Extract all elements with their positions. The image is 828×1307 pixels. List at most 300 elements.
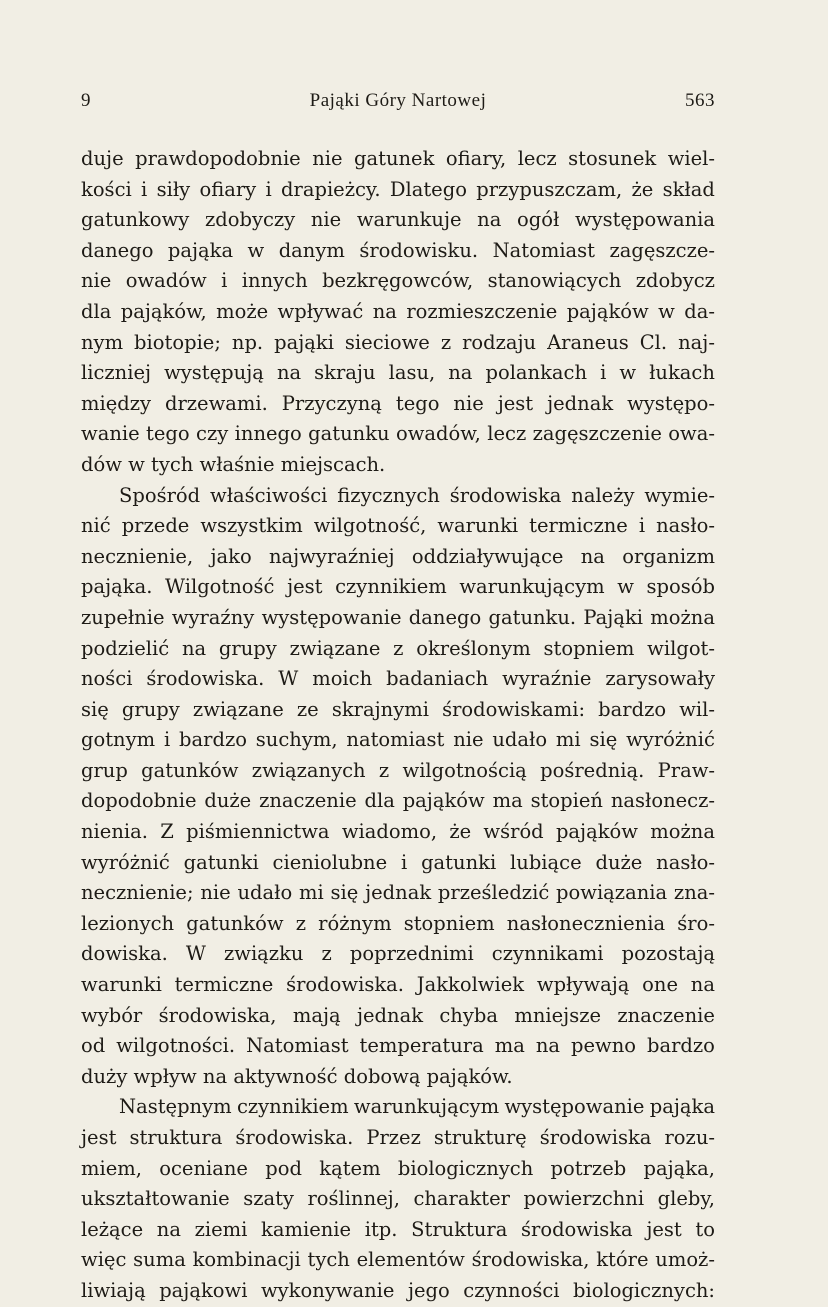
word: środowisku. — [359, 238, 479, 262]
word: duże — [595, 850, 643, 874]
word: mi — [555, 728, 581, 752]
word: gatunków — [186, 911, 284, 935]
word: środowiska — [521, 1217, 633, 1241]
word: ma — [494, 1034, 525, 1058]
word: występowanie — [261, 605, 402, 629]
word: stopniem — [403, 911, 495, 935]
word: od — [81, 1034, 106, 1058]
running-header — [81, 90, 715, 118]
word: struktura — [129, 1126, 223, 1149]
word: nasło- — [656, 514, 715, 538]
word: pozostają — [621, 942, 715, 966]
word: jednak — [356, 1003, 424, 1027]
word: wyróżnić — [81, 850, 170, 874]
word: oceniane — [159, 1156, 248, 1180]
text-line — [81, 1184, 715, 1215]
running-title: Pająki Góry Nartowej — [309, 90, 487, 111]
word: owadów, — [396, 422, 481, 446]
word: badaniach — [386, 667, 489, 691]
word: biologicznych — [397, 1156, 534, 1180]
word: mi — [298, 881, 324, 905]
word: lezionych — [81, 911, 175, 935]
word: chyba — [439, 1003, 498, 1027]
word: gotnym — [81, 728, 156, 752]
text-line — [81, 144, 715, 175]
word: organizm — [622, 544, 715, 568]
word: między — [81, 391, 152, 415]
text-line — [81, 1245, 715, 1276]
word: Natomiast — [492, 238, 596, 262]
word: rozu- — [664, 1126, 715, 1149]
word: ze — [296, 697, 319, 721]
word: danego — [81, 238, 154, 262]
word: jego — [407, 1278, 450, 1302]
word: Następnym — [119, 1095, 232, 1119]
word: grup — [81, 758, 128, 782]
word: stanowiących — [487, 269, 622, 293]
word: poprzednimi — [349, 942, 474, 966]
word: termiczne — [174, 973, 274, 997]
word: na — [156, 1217, 181, 1241]
word: duże — [204, 789, 252, 813]
word: pająków — [566, 299, 649, 323]
word: skraju — [314, 361, 376, 385]
section-number: 9 — [81, 90, 91, 111]
word: dla — [81, 299, 112, 323]
word: znaczenie — [617, 1003, 715, 1027]
word: i — [401, 850, 408, 874]
text-line — [81, 389, 715, 420]
word: czynności — [463, 1278, 560, 1302]
word: z — [440, 330, 452, 354]
text-line — [81, 664, 715, 695]
word: miem, — [81, 1156, 142, 1180]
word: ofiary — [199, 177, 257, 201]
word: na — [477, 208, 502, 232]
word: powiązania — [556, 881, 668, 905]
word: dla — [364, 789, 395, 813]
word: gatunek — [354, 147, 435, 170]
word: stopień — [530, 789, 603, 813]
word: z — [295, 911, 306, 935]
word: pod — [265, 1156, 302, 1180]
page-number: 563 — [685, 90, 715, 111]
word: drapieżcy. — [281, 177, 381, 201]
word: strukturę — [433, 1126, 527, 1149]
word: związane — [289, 636, 381, 660]
word: określonym — [416, 636, 531, 660]
word: ogół — [517, 208, 560, 232]
text-line — [81, 419, 715, 450]
word: związane — [192, 697, 284, 721]
word: ności — [81, 667, 133, 691]
word: śro- — [677, 911, 715, 935]
word: na — [372, 299, 397, 323]
word: występowanie — [504, 1095, 645, 1119]
word: Z — [160, 820, 174, 844]
word: środowiska. — [235, 1126, 354, 1149]
word: skład — [662, 177, 715, 201]
word: występo- — [627, 391, 715, 415]
word: z — [393, 636, 404, 660]
body-text — [81, 144, 715, 1307]
word: stopniem — [543, 636, 635, 660]
word: pająków — [555, 820, 638, 844]
word: wymie- — [644, 483, 715, 507]
word: i — [163, 728, 171, 752]
word: danym — [278, 238, 345, 262]
text-line — [81, 1092, 715, 1123]
word: itp. — [364, 1217, 398, 1241]
word: na — [448, 361, 473, 385]
word: nasłonecz- — [610, 789, 715, 813]
word: kamienie — [261, 1217, 352, 1241]
word: i — [638, 514, 646, 538]
word: jest — [646, 1217, 682, 1241]
word: w — [658, 299, 675, 323]
word: biologicznych: — [573, 1278, 715, 1302]
word: nasłonecznienia — [506, 911, 666, 935]
word: udało — [492, 728, 548, 752]
word: suchym, — [255, 728, 338, 752]
text-line — [81, 725, 715, 756]
word: szaty — [243, 1187, 294, 1211]
word: leżące — [81, 1217, 144, 1241]
word: tego — [146, 422, 190, 446]
word: wpływają — [536, 973, 630, 997]
word: np. — [231, 330, 264, 354]
word: bardzo — [647, 1034, 715, 1058]
word: różnym — [318, 911, 392, 935]
word: na — [535, 1034, 561, 1058]
word: gatunku. — [488, 605, 577, 629]
word: W — [278, 667, 299, 691]
word: wilgotność, — [313, 514, 427, 538]
word: podzielić — [81, 636, 170, 660]
text-line — [81, 358, 715, 389]
word: zdobyczy — [204, 208, 296, 232]
text-line — [81, 511, 715, 542]
text-line — [81, 481, 715, 512]
word: może — [216, 299, 269, 323]
word: stosunek — [568, 147, 657, 170]
word: najwyraźniej — [269, 544, 395, 568]
word: necznienie, — [81, 544, 194, 568]
text-line — [81, 297, 715, 328]
word: wśród — [483, 820, 544, 844]
word: warunkującym — [459, 575, 605, 599]
word: mniejsze — [514, 1003, 602, 1027]
word: ma — [492, 789, 523, 813]
word: nie — [453, 391, 484, 415]
text-line — [81, 236, 715, 267]
word: ziemi — [194, 1217, 248, 1241]
word: one — [642, 973, 679, 997]
text-line — [81, 1001, 715, 1032]
word: wszystkim — [200, 514, 303, 538]
text-line — [81, 848, 715, 879]
word: nasło- — [656, 850, 715, 874]
word: pająka — [167, 238, 234, 262]
word: bezkręgowców, — [322, 269, 474, 293]
word: Przyczyną — [281, 391, 382, 415]
word: cieniolubne — [272, 850, 388, 874]
word: wyraźny — [171, 605, 255, 629]
word: rodzaju — [462, 330, 537, 354]
word: lecz — [487, 422, 527, 446]
word: wilgotności. — [116, 1034, 236, 1058]
word: sposób — [646, 575, 715, 599]
word: jest — [81, 1126, 117, 1149]
word: owa- — [668, 422, 715, 446]
word: środowiska, — [158, 1003, 277, 1027]
word: nie — [312, 147, 343, 170]
word: pająka — [649, 1095, 715, 1119]
word: środowiska, — [471, 1248, 590, 1272]
word: wykonywanie — [260, 1278, 395, 1302]
text-line: duży wpływ na aktywność dobową pająków. — [81, 1064, 513, 1088]
word: występują — [164, 361, 264, 385]
word: tych — [307, 1248, 350, 1272]
word: zupełnie — [81, 605, 165, 629]
word: zarysowały — [605, 667, 715, 691]
word: dowiska. — [81, 942, 168, 966]
word: warunkującym — [353, 1095, 500, 1119]
word: związku — [223, 942, 304, 966]
word: jest — [287, 575, 323, 599]
word: Spośród — [119, 483, 201, 507]
text-line — [81, 603, 715, 634]
word: Natomiast — [246, 1034, 349, 1058]
word: na — [276, 361, 302, 385]
word: się — [330, 881, 359, 905]
word: biotopie; — [134, 330, 221, 354]
word: i — [221, 269, 228, 293]
word: naj- — [678, 330, 715, 354]
word: można — [650, 820, 715, 844]
text-line — [81, 817, 715, 848]
word: pająków — [402, 789, 485, 813]
word: innych — [241, 269, 308, 293]
word: nie — [200, 881, 231, 905]
word: innego — [234, 422, 302, 446]
word: warunki — [81, 973, 162, 997]
word: na — [181, 636, 207, 660]
word: wybór — [81, 1003, 143, 1027]
word: dopodobnie — [81, 789, 197, 813]
word: gatunków — [141, 758, 239, 782]
text-line — [81, 1276, 715, 1307]
text-line — [81, 266, 715, 297]
word: nienia. — [81, 820, 148, 844]
word: kości — [81, 177, 132, 201]
word: necznienie; — [81, 881, 194, 905]
word: jednak — [365, 881, 432, 905]
word: to — [695, 1217, 715, 1241]
word: z — [321, 942, 332, 966]
word: środowiska. — [146, 667, 265, 691]
word: roślinnej, — [307, 1187, 400, 1211]
word: wyróżnić — [626, 728, 715, 752]
word: gatunki — [183, 850, 259, 874]
word: siły — [156, 177, 191, 201]
word: Przez — [366, 1126, 421, 1149]
word: grupy — [218, 636, 277, 660]
word: kombinacji — [192, 1248, 301, 1272]
word: środowiska — [449, 483, 562, 507]
word: się — [81, 697, 109, 721]
word: w — [247, 238, 265, 262]
word: oddziaływujące — [411, 544, 564, 568]
word: wyraźnie — [502, 667, 592, 691]
word: udało — [237, 881, 293, 905]
text-line — [81, 756, 715, 787]
word: z — [378, 758, 390, 782]
word: natomiast — [346, 728, 445, 752]
word: że — [449, 820, 472, 844]
word: danego — [408, 605, 482, 629]
word: moich — [312, 667, 373, 691]
word: nym — [81, 330, 124, 354]
word: umoż- — [655, 1248, 715, 1272]
text-line — [81, 1154, 715, 1185]
word: jednak — [547, 391, 614, 415]
text-line — [81, 970, 715, 1001]
word: w — [619, 361, 637, 385]
word: ukształtowanie — [81, 1187, 230, 1211]
text-line — [81, 542, 715, 573]
word: polankach — [485, 361, 588, 385]
word: ofiary, — [445, 147, 507, 170]
word: występowania — [574, 208, 715, 232]
word: znaczenie — [259, 789, 357, 813]
word: sieciowe — [344, 330, 430, 354]
word: charakter — [413, 1187, 511, 1211]
word: związanych — [251, 758, 366, 782]
word: pająka, — [643, 1156, 715, 1180]
word: łukach — [649, 361, 715, 385]
word: W — [185, 942, 206, 966]
word: wiel- — [667, 147, 715, 170]
word: termiczne — [529, 514, 628, 538]
word: czynnikiem — [236, 1095, 349, 1119]
word: i — [141, 177, 148, 201]
word: pająki — [274, 330, 334, 354]
text-line — [81, 634, 715, 665]
word: na — [580, 544, 605, 568]
word: nie — [81, 269, 112, 293]
text-line — [81, 878, 715, 909]
word: temperatura — [359, 1034, 484, 1058]
word: prawdopodobnie — [135, 147, 301, 170]
word: zagęszcze- — [609, 238, 715, 262]
word: zagęszczenie — [532, 422, 662, 446]
text-line — [81, 1123, 715, 1154]
word: warunkuje — [356, 208, 462, 232]
word: mają — [292, 1003, 341, 1027]
word: potrzeb — [550, 1156, 627, 1180]
word: wilgot- — [647, 636, 715, 660]
word: się — [589, 728, 618, 752]
word: gleby, — [657, 1187, 715, 1211]
text-line — [81, 572, 715, 603]
word: czynnikiem — [335, 575, 447, 599]
word: na — [690, 973, 715, 997]
word: środowiska — [539, 1126, 652, 1149]
word: elementów — [356, 1248, 465, 1272]
word: można — [650, 605, 715, 629]
word: liwiają — [81, 1278, 146, 1302]
word: Wilgotność — [165, 575, 275, 599]
word: zna- — [673, 881, 715, 905]
word: nie — [310, 208, 342, 232]
text-line — [81, 175, 715, 206]
word: kątem — [319, 1156, 381, 1180]
word: powierzchni — [523, 1187, 645, 1211]
word: należy — [571, 483, 635, 507]
word: Pająki — [583, 605, 644, 629]
text-line — [81, 909, 715, 940]
word: suma — [133, 1248, 186, 1272]
word: przede — [121, 514, 190, 538]
word: Cl. — [639, 330, 668, 354]
word: lubiące — [510, 850, 582, 874]
word: środowiska. — [286, 973, 404, 997]
word: nić — [81, 514, 111, 538]
word: warunki — [437, 514, 519, 538]
word: że — [631, 177, 654, 201]
word: właściwości — [210, 483, 328, 507]
word: lasu, — [388, 361, 436, 385]
text-line — [81, 328, 715, 359]
word: wpływać — [277, 299, 364, 323]
word: Jakkolwiek — [416, 973, 525, 997]
text-line — [81, 205, 715, 236]
text-line — [81, 939, 715, 970]
word: grupy — [121, 697, 180, 721]
text-line — [81, 1031, 715, 1062]
word: rozmieszczenie — [406, 299, 558, 323]
word: wilgotnością — [402, 758, 527, 782]
word: i — [265, 177, 272, 201]
word: drzewami. — [164, 391, 268, 415]
text-line — [81, 695, 715, 726]
word: wanie — [81, 422, 140, 446]
word: bardzo — [598, 697, 667, 721]
word: gatunku — [308, 422, 390, 446]
word: pająka. — [81, 575, 153, 599]
word: czy — [196, 422, 229, 446]
word: pająkowi — [159, 1278, 248, 1302]
word: fizycznych — [337, 483, 440, 507]
word: w — [617, 575, 634, 599]
word: i — [600, 361, 607, 385]
word: duje — [81, 147, 124, 170]
word: gatunki — [421, 850, 497, 874]
word: środowiskami: — [442, 697, 586, 721]
word: wiadomo, — [341, 820, 438, 844]
word: czynnikami — [491, 942, 604, 966]
word: Praw- — [657, 758, 715, 782]
text-line — [81, 1215, 715, 1246]
word: tego — [395, 391, 440, 415]
word: jest — [497, 391, 534, 415]
word: jako — [210, 544, 252, 568]
word: nie — [453, 728, 484, 752]
word: wil- — [679, 697, 715, 721]
word: przypuszczam, — [476, 177, 623, 201]
word: które — [596, 1248, 649, 1272]
